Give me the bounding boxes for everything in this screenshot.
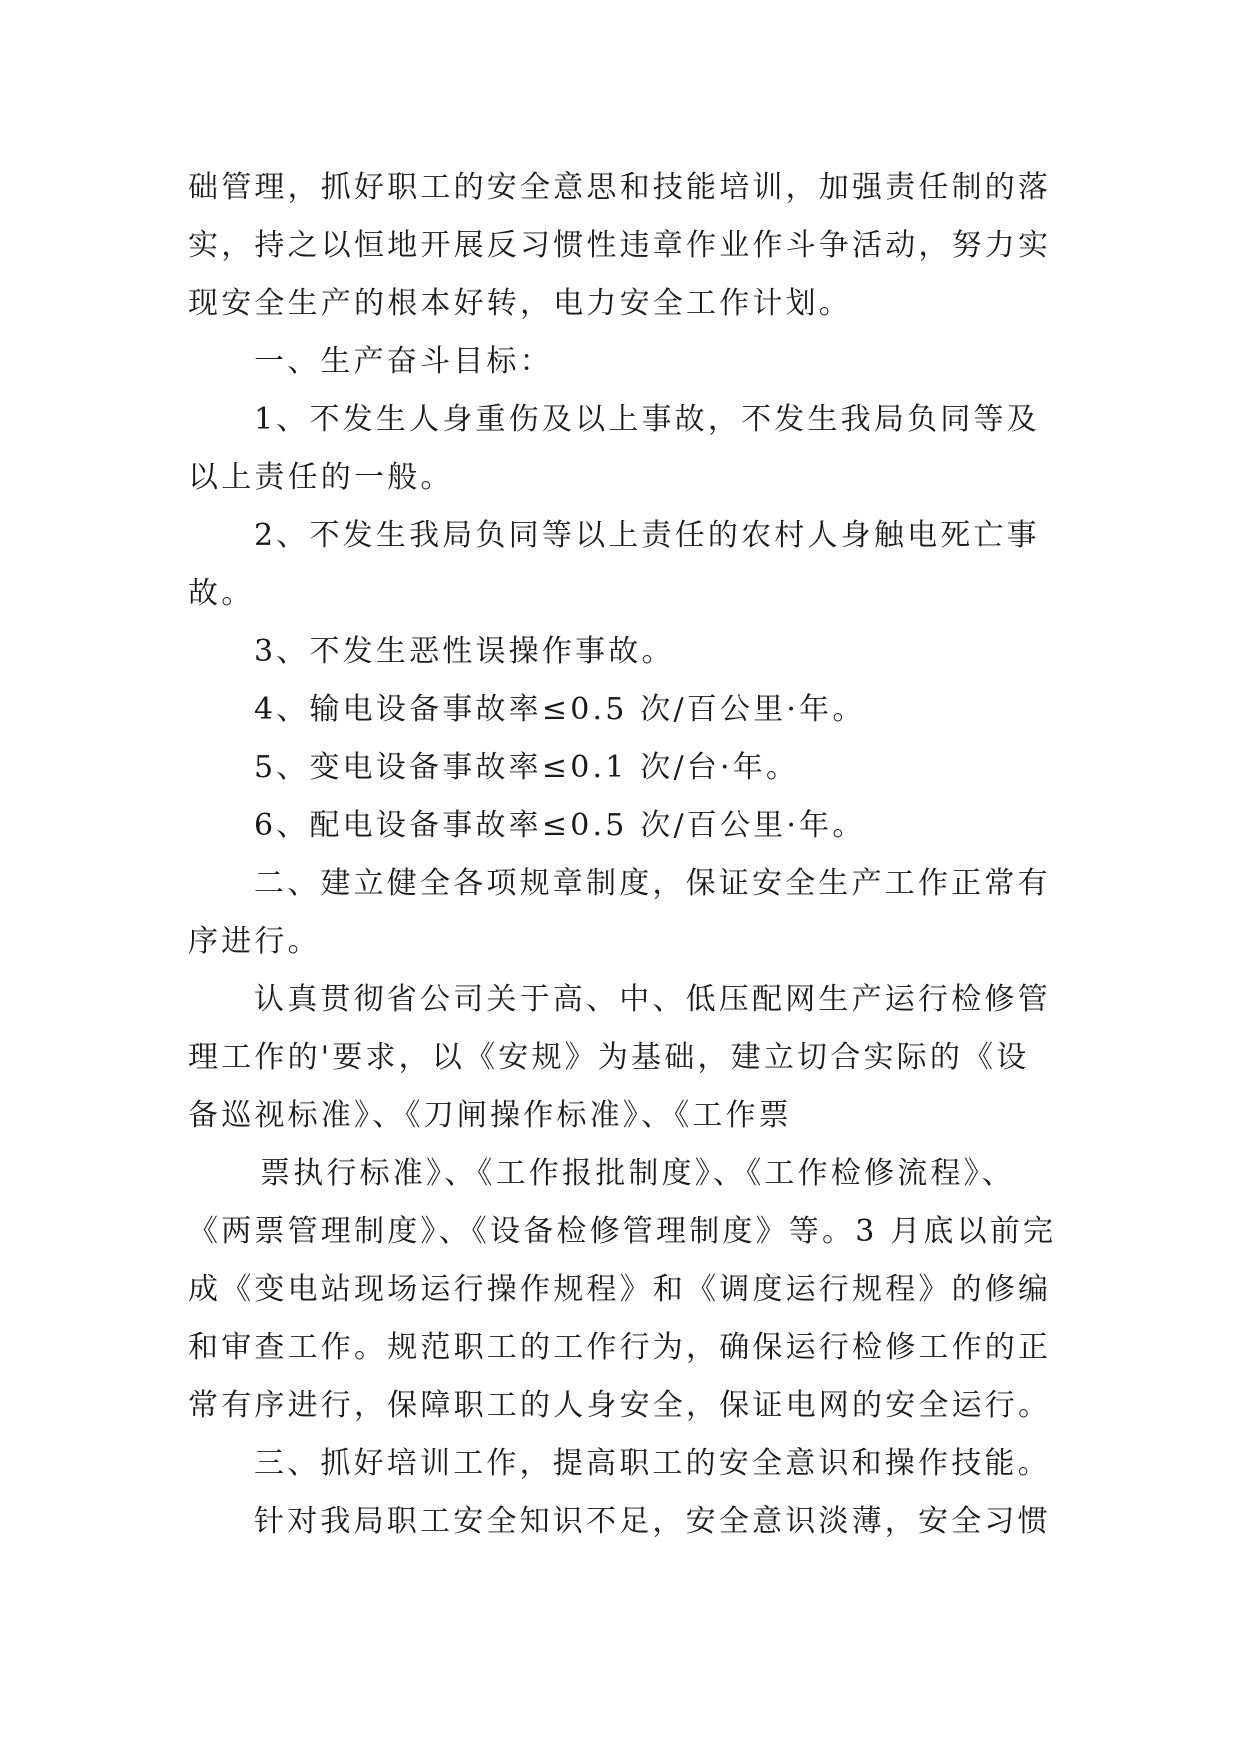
body-text-line: 成《变电站现场运行操作规程》和《调度运行规程》的修编 bbox=[188, 1272, 1052, 1307]
list-item: 1、不发生人身重伤及以上事故，不发生我局负同等及 bbox=[254, 402, 1040, 437]
body-text-line: 《两票管理制度》、《设备检修管理制度》等。3 月底以前完 bbox=[188, 1214, 1057, 1249]
section-heading: 二、建立健全各项规章制度，保证安全生产工作正常有 bbox=[254, 866, 1051, 901]
list-item: 4、输电设备事故率≤0.5 次/百公里·年。 bbox=[254, 692, 866, 727]
body-text-line: 础管理，抓好职工的安全意思和技能培训，加强责任制的落 bbox=[188, 170, 1052, 205]
list-item: 3、不发生恶性误操作事故。 bbox=[254, 634, 675, 669]
body-text-line: 序进行。 bbox=[188, 924, 321, 959]
list-item: 5、变电设备事故率≤0.1 次/台·年。 bbox=[254, 750, 800, 785]
section-heading: 三、抓好培训工作，提高职工的安全意识和操作技能。 bbox=[254, 1446, 1051, 1481]
body-text-line: 针对我局职工安全知识不足，安全意识淡薄，安全习惯 bbox=[254, 1504, 1051, 1539]
body-text-line: 故。 bbox=[188, 576, 255, 611]
list-item: 2、不发生我局负同等以上责任的农村人身触电死亡事 bbox=[254, 518, 1040, 553]
body-text-line: 备巡视标准》、《刀闸操作标准》、《工作票 bbox=[188, 1098, 792, 1133]
body-text-line: 常有序进行，保障职工的人身安全，保证电网的安全运行。 bbox=[188, 1388, 1052, 1423]
body-text-line: 实，持之以恒地开展反习惯性违章作业作斗争活动，努力实 bbox=[188, 228, 1052, 263]
body-text-line: 以上责任的一般。 bbox=[188, 460, 454, 495]
body-text-line: 现安全生产的根本好转，电力安全工作计划。 bbox=[188, 286, 852, 321]
body-text-line: 和审查工作。规范职工的工作行为，确保运行检修工作的正 bbox=[188, 1330, 1052, 1365]
body-text-line: 理工作的'要求，以《安规》为基础，建立切合实际的《设 bbox=[188, 1040, 1030, 1075]
body-text-line: 票执行标准》、《工作报批制度》、《工作检修流程》、 bbox=[260, 1156, 1015, 1191]
section-heading: 一、生产奋斗目标： bbox=[254, 344, 553, 379]
list-item: 6、配电设备事故率≤0.5 次/百公里·年。 bbox=[254, 808, 866, 843]
body-text-line: 认真贯彻省公司关于高、中、低压配网生产运行检修管 bbox=[254, 982, 1051, 1017]
